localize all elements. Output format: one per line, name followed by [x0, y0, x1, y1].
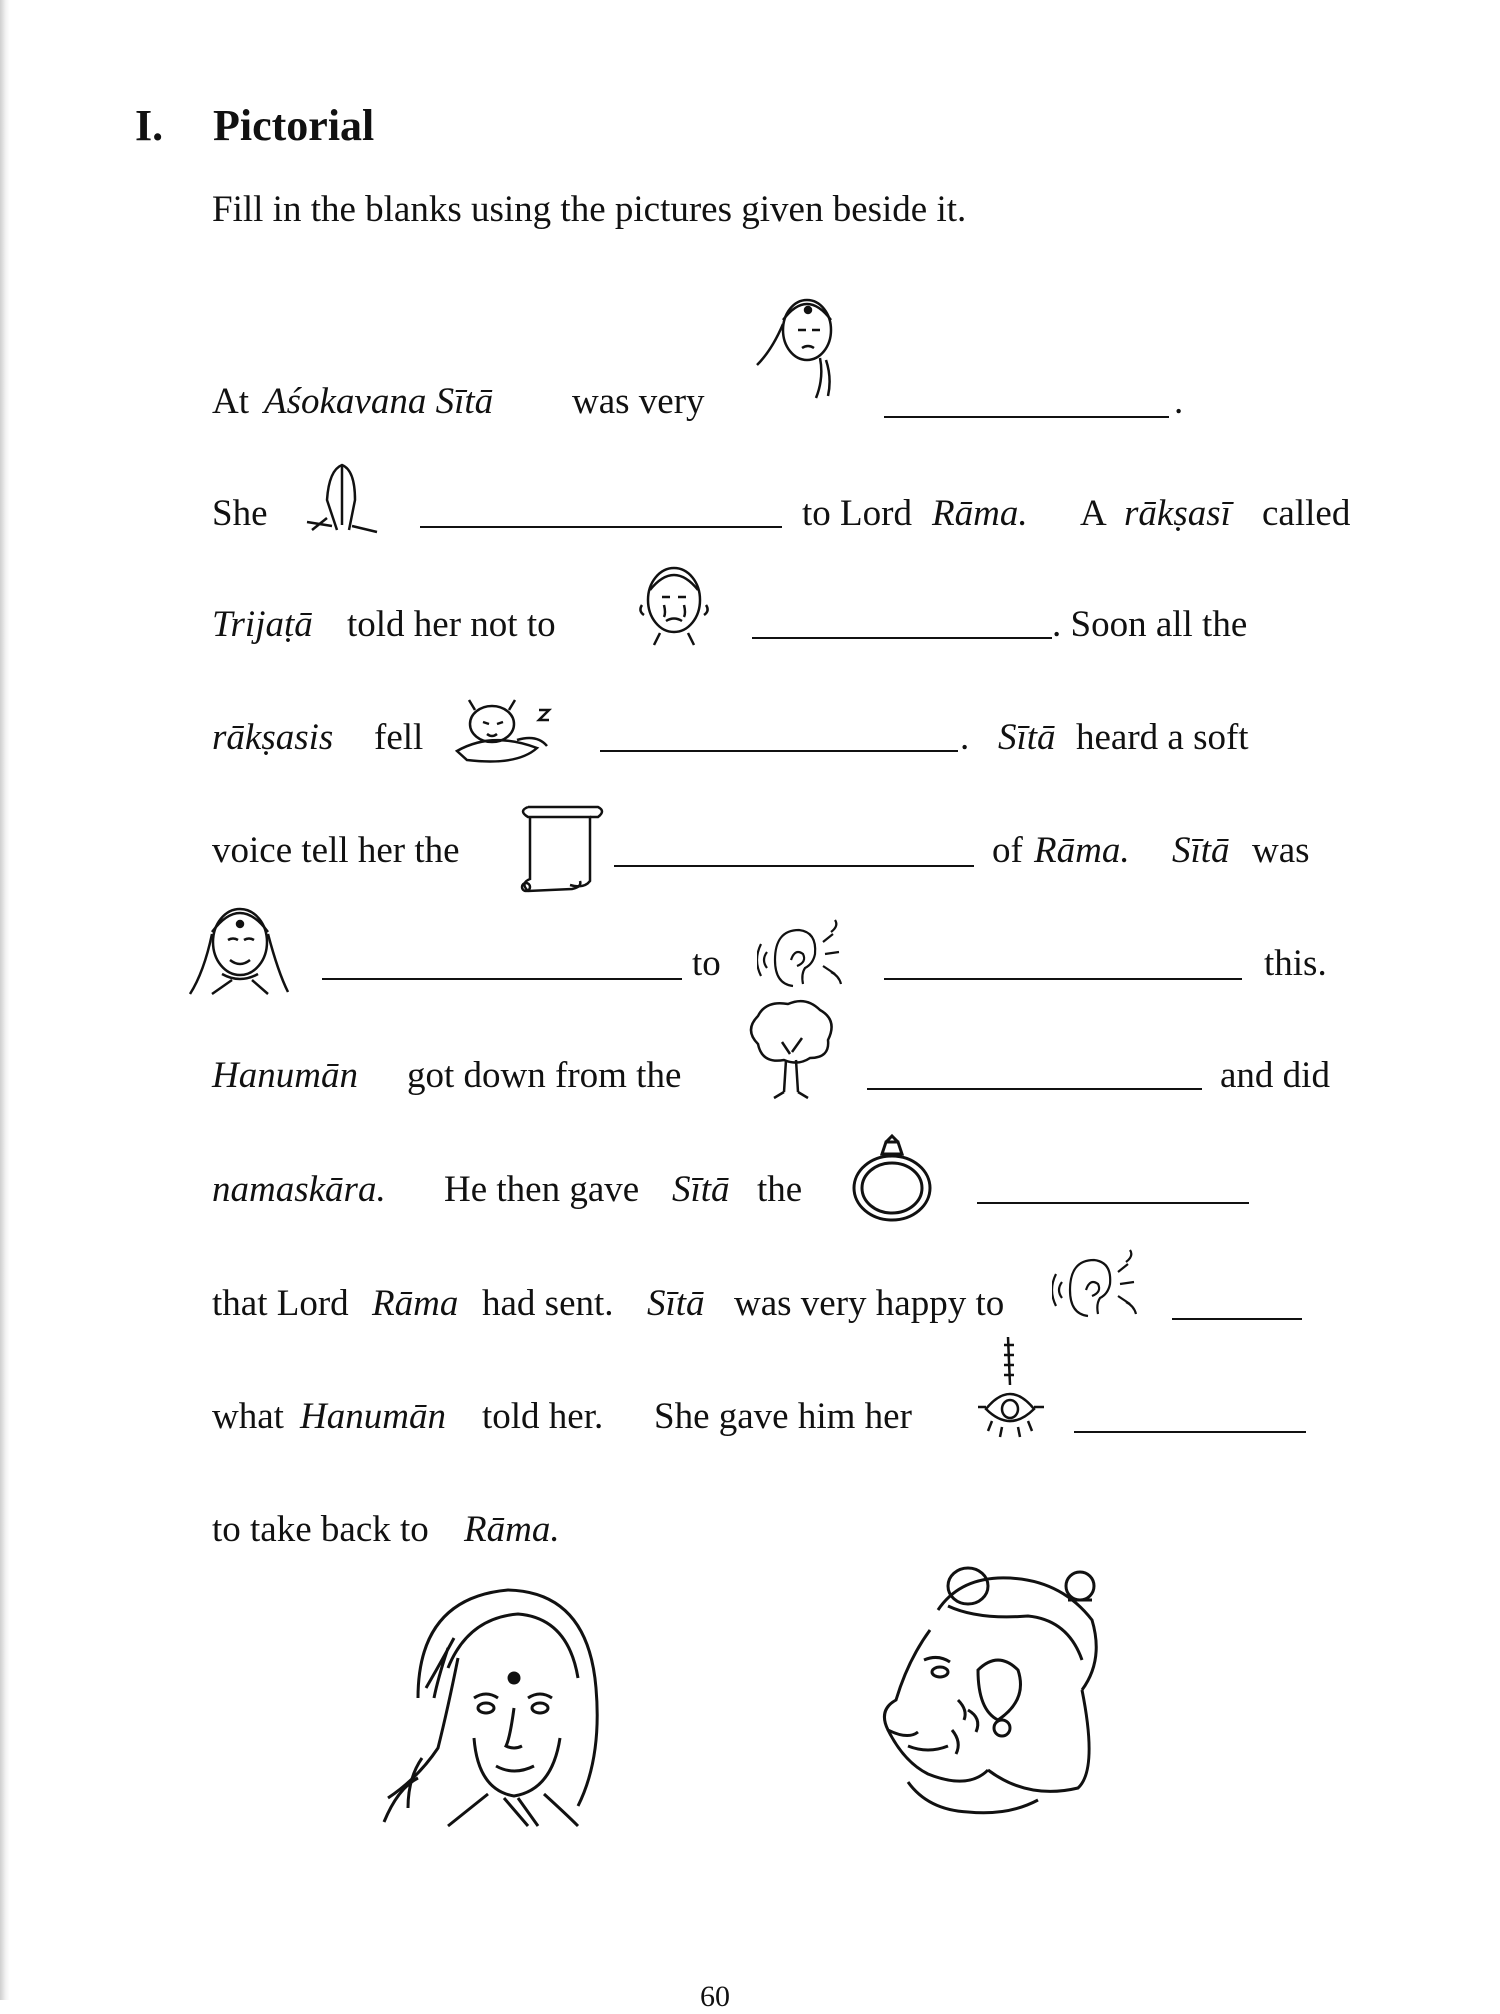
worksheet-line-5: [212, 829, 1412, 889]
happy-sita-icon: [182, 882, 297, 1012]
worksheet-line-10: [212, 1395, 1412, 1455]
worksheet-line-6: [212, 942, 1412, 1002]
answer-blank[interactable]: [1074, 1431, 1306, 1433]
text: of: [992, 830, 1023, 871]
text: She: [212, 493, 268, 534]
answer-blank[interactable]: [322, 978, 682, 980]
worksheet-line-1: [212, 380, 1312, 440]
text: was: [1252, 830, 1310, 871]
text: Rāma.: [464, 1509, 560, 1550]
hanuman-portrait: [868, 1550, 1118, 1820]
instructions: Fill in the blanks using the pictures given beside it.: [212, 189, 967, 230]
answer-blank[interactable]: [884, 416, 1169, 418]
answer-blank[interactable]: [752, 637, 1052, 639]
text: heard a soft: [1076, 717, 1249, 758]
text: rākṣasis: [212, 717, 334, 758]
worksheet-line-3: [212, 603, 1412, 663]
text: was very happy to: [734, 1283, 1005, 1324]
text: Rāma: [372, 1283, 459, 1324]
text: namaskāra.: [212, 1169, 386, 1210]
text: Sītā: [672, 1169, 730, 1210]
worksheet-line-11: [212, 1508, 1412, 1568]
tree-icon: [740, 994, 840, 1104]
text: got down from the: [407, 1055, 682, 1096]
text: to take back to: [212, 1509, 429, 1550]
text: voice tell her the: [212, 830, 460, 871]
text: what: [212, 1396, 284, 1437]
text: .: [960, 717, 970, 758]
section-number: I.: [135, 101, 164, 150]
worksheet-line-2: [212, 492, 1412, 552]
crying-face-icon: [634, 555, 714, 650]
text: .: [1174, 381, 1184, 422]
answer-blank[interactable]: [614, 865, 974, 867]
ring-icon: [846, 1128, 942, 1228]
text: Aśokavana Sītā: [264, 381, 494, 422]
answer-blank[interactable]: [600, 750, 958, 752]
text: . Soon all the: [1052, 604, 1248, 645]
text: Sītā: [998, 717, 1056, 758]
sleeping-rakshasi-icon: [447, 696, 567, 768]
text: called: [1262, 493, 1351, 534]
section-heading: [135, 100, 374, 151]
worksheet-line-8: [212, 1168, 1412, 1228]
scan-page-edge: [0, 0, 10, 2000]
text: Rāma.: [1034, 830, 1130, 871]
text: Hanumān: [300, 1396, 446, 1437]
text: to Lord: [802, 493, 912, 534]
text: At: [212, 381, 249, 422]
text: rākṣasī: [1124, 493, 1231, 534]
worksheet-line-4: [212, 716, 1412, 776]
page-number: 60: [700, 1980, 730, 2013]
text: to: [692, 943, 721, 984]
answer-blank[interactable]: [884, 978, 1242, 980]
sad-sita-icon: [752, 280, 852, 410]
text: had sent.: [482, 1283, 614, 1324]
praying-hands-icon: [297, 460, 387, 540]
text: She gave him her: [654, 1396, 912, 1437]
worksheet-line-9: [212, 1282, 1412, 1342]
text: and did: [1220, 1055, 1330, 1096]
text: fell: [374, 717, 424, 758]
section-title: Pictorial: [213, 101, 375, 150]
text: A: [1080, 493, 1107, 534]
ear-icon: [757, 912, 857, 997]
text: Hanumān: [212, 1055, 358, 1096]
answer-blank[interactable]: [420, 526, 782, 528]
text: told her not to: [347, 604, 556, 645]
sita-portrait: [378, 1578, 638, 1828]
jewel-ornament-icon: [972, 1335, 1052, 1445]
scroll-icon: [510, 797, 606, 897]
text: this.: [1264, 943, 1327, 984]
text: that Lord: [212, 1283, 349, 1324]
text: He then gave: [444, 1169, 640, 1210]
text: Trijaṭā: [212, 604, 313, 645]
answer-blank[interactable]: [977, 1202, 1249, 1204]
text: told her.: [482, 1396, 604, 1437]
text: was very: [572, 381, 705, 422]
worksheet-line-7: [212, 1054, 1412, 1114]
answer-blank[interactable]: [867, 1088, 1202, 1090]
ear-icon: [1052, 1242, 1152, 1327]
answer-blank[interactable]: [1172, 1318, 1302, 1320]
text: Sītā: [647, 1283, 705, 1324]
text: Rāma.: [932, 493, 1028, 534]
text: the: [757, 1169, 803, 1210]
text: Sītā: [1172, 830, 1230, 871]
